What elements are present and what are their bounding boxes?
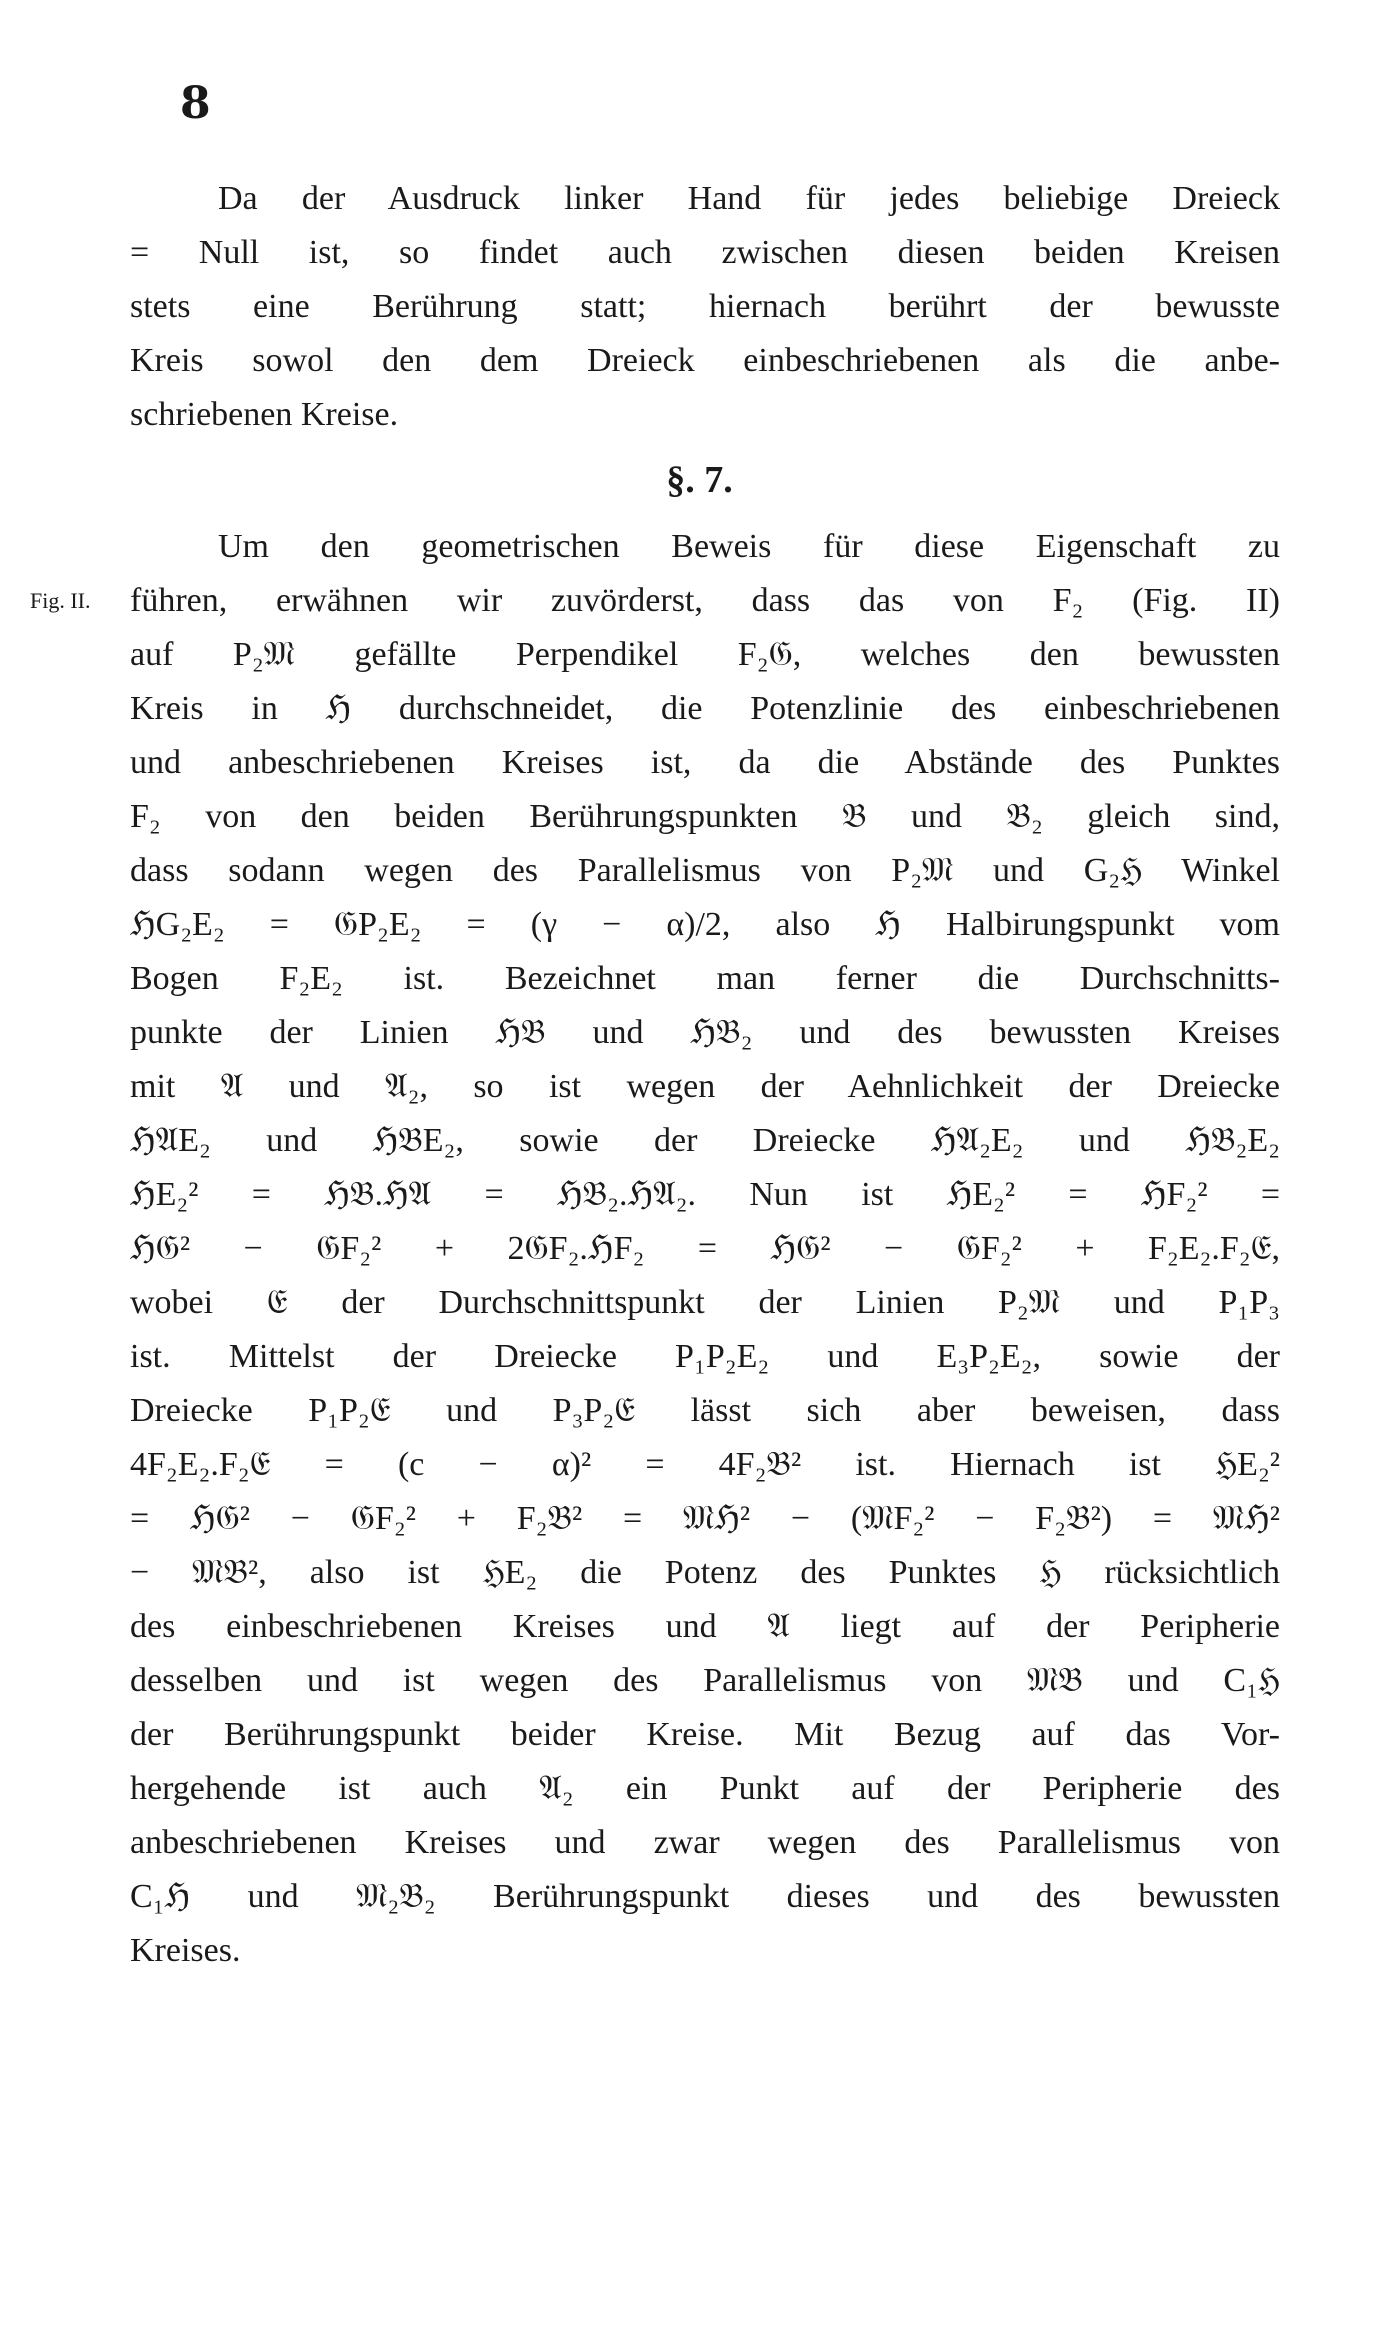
text-line: ℌ𝔄E₂ und ℌ𝔅E₂, sowie der Dreiecke ℌ𝔄₂E₂ und ℌ𝔅₂E₂ (130, 1122, 1280, 1159)
text-line: hergehende ist auch 𝔄₂ ein Punkt auf der Peripherie des (130, 1770, 1280, 1807)
text-line: dass sodann wegen des Parallelismus von P₂𝔐 und G₂ℌ Winkel (130, 852, 1280, 889)
text-line: mit 𝔄 und 𝔄₂, so ist wegen der Aehnlichkeit der Dreiecke (130, 1068, 1280, 1105)
text-line: Da der Ausdruck linker Hand für jedes beliebige Dreieck (218, 180, 1280, 217)
formula-line: ℌG₂E₂ = 𝔊P₂E₂ = (γ − α)/2, also ℌ Halbirungspunkt vom (130, 906, 1280, 943)
text-line: Um den geometrischen Beweis für diese Eigenschaft zu (218, 528, 1280, 565)
text-line: C₁ℌ und 𝔐₂𝔅₂ Berührungspunkt dieses und des bewussten (130, 1878, 1280, 1915)
text-line: punkte der Linien ℌ𝔅 und ℌ𝔅₂ und des bewussten Kreises (130, 1014, 1280, 1051)
text-line: auf P₂𝔐 gefällte Perpendikel F₂𝔊, welches den bewussten (130, 636, 1280, 673)
text-line: wobei 𝔈 der Durchschnittspunkt der Linien P₂𝔐 und P₁P₃ (130, 1284, 1280, 1321)
text-line: schriebenen Kreise. (130, 396, 399, 433)
text-line: = Null ist, so findet auch zwischen diesen beiden Kreisen (130, 234, 1280, 271)
text-line: der Berührungspunkt beider Kreise. Mit Bezug auf das Vor- (130, 1716, 1280, 1753)
figure-reference-note: Fig. II. (30, 588, 91, 613)
text-line: Dreiecke P₁P₂𝔈 und P₃P₂𝔈 lässt sich aber beweisen, dass (130, 1392, 1280, 1429)
text-line: Bogen F₂E₂ ist. Bezeichnet man ferner die Durchschnitts- (130, 960, 1280, 997)
text-line: und anbeschriebenen Kreises ist, da die Abstände des Punktes (130, 744, 1280, 781)
text-line: F₂ von den beiden Berührungspunkten 𝔅 und 𝔅₂ gleich sind, (130, 798, 1280, 835)
formula-line: 4F₂E₂.F₂𝔈 = (c − α)² = 4F₂𝔅² ist. Hiernach ist ℌE₂² (130, 1446, 1280, 1483)
text-line: ist. Mittelst der Dreiecke P₁P₂E₂ und E₃P₂E₂, sowie der (130, 1338, 1280, 1375)
formula-line: ℌ𝔊² − 𝔊F₂² + 2𝔊F₂.ℌF₂ = ℌ𝔊² − 𝔊F₂² + F₂E₂.F₂𝔈, (130, 1230, 1280, 1267)
text-line: stets eine Berührung statt; hiernach berührt der bewusste (130, 288, 1280, 325)
text-line: anbeschriebenen Kreises und zwar wegen des Parallelismus von (130, 1824, 1280, 1861)
paragraph-1 (130, 172, 1280, 442)
formula-line: ℌE₂² = ℌ𝔅.ℌ𝔄 = ℌ𝔅₂.ℌ𝔄₂. Nun ist ℌE₂² = ℌF₂² = (130, 1176, 1280, 1213)
page-number: 8 (180, 78, 211, 129)
formula-line: = ℌ𝔊² − 𝔊F₂² + F₂𝔅² = 𝔐ℌ² − (𝔐F₂² − F₂𝔅²) = 𝔐ℌ² (130, 1500, 1280, 1537)
text-line: Kreises. (130, 1932, 241, 1969)
text-line: desselben und ist wegen des Parallelismus von 𝔐𝔅 und C₁ℌ (130, 1662, 1280, 1699)
section-heading: §. 7. (666, 459, 733, 501)
text-line: führen, erwähnen wir zuvörderst, dass das von F₂ (Fig. II) (130, 582, 1280, 619)
text-line: Kreis sowol den dem Dreieck einbeschriebenen als die anbe- (130, 342, 1280, 379)
text-line: des einbeschriebenen Kreises und 𝔄 liegt auf der Peripherie (130, 1608, 1280, 1645)
text-line: Kreis in ℌ durchschneidet, die Potenzlinie des einbeschriebenen (130, 690, 1280, 727)
text-line: − 𝔐𝔅², also ist ℌE₂ die Potenz des Punktes ℌ rücksichtlich (130, 1554, 1280, 1591)
paragraph-2 (130, 520, 1280, 1978)
